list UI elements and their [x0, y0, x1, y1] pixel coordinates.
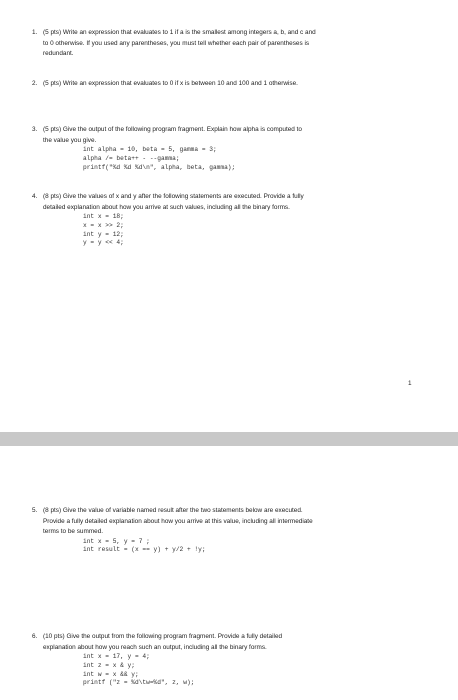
- code-line: int x = 17, y = 4;: [83, 653, 150, 660]
- question-5: [32, 506, 412, 555]
- question-text-line: explanation about how you reach such an output, including all the binary forms.: [43, 643, 267, 651]
- page-separator: [0, 432, 458, 446]
- question-text-line: to 0 otherwise. If you used any parentheses, you must tell whether each pair of parentheses is: [43, 39, 310, 47]
- question-text-line: redundant.: [43, 50, 74, 57]
- question-text-line: (5 pts) Give the output of the following program fragment. Explain how alpha is computed to: [43, 126, 302, 133]
- question-text-line: (8 pts) Give the values of x and y after the following statements are executed. Provide a fully: [43, 193, 304, 200]
- code-line: printf ("z = %d\tw=%d", z, w);: [83, 679, 195, 687]
- question-text-line: (5 pts) Write an expression that evaluates to 0 if x is between 10 and 100 and 1 otherwise.: [43, 80, 298, 87]
- question-number: 3.: [32, 126, 38, 133]
- code-line: int x = 5, y = 7 ;: [83, 537, 150, 545]
- question-4: [32, 192, 412, 248]
- code-line: int x = 18;: [83, 213, 124, 220]
- question-3: [32, 125, 412, 172]
- code-line: y = y << 4;: [83, 239, 124, 247]
- page-number: 1: [408, 380, 412, 387]
- question-text-line: (5 pts) Write an expression that evaluates to 1 if a is the smallest among integers a, b, and c and: [43, 29, 316, 36]
- question-number: 5.: [32, 507, 38, 514]
- question-text-line: detailed explanation about how you arrive at such values, including all the binary forms.: [43, 203, 290, 211]
- code-line: int alpha = 10, beta = 5, gamma = 3;: [83, 146, 217, 153]
- question-text-line: the value you give.: [43, 136, 97, 144]
- code-line: printf("%d %d %d\n", alpha, beta, gamma);: [83, 163, 236, 171]
- question-text-line: Provide a fully detailed explanation about how you arrive at this value, including all intermediate: [43, 517, 313, 525]
- question-text-line: (10 pts) Give the output from the following program fragment. Provide a fully detailed: [43, 633, 283, 640]
- question-2: [32, 79, 412, 90]
- question-number: 2.: [32, 80, 38, 87]
- question-text-line: (8 pts) Give the value of variable named result after the two statements below are executed.: [43, 507, 303, 514]
- question-number: 6.: [32, 633, 38, 640]
- code-line: int z = x & y;: [83, 661, 135, 669]
- code-line: int result = (x == y) + y/2 + !y;: [83, 546, 206, 554]
- question-1: [32, 28, 412, 60]
- code-line: x = x >> 2;: [83, 221, 124, 229]
- code-line: int y = 12;: [83, 230, 124, 238]
- code-line: alpha /= beta++ - --gamma;: [83, 154, 180, 162]
- question-text-line: terms to be summed.: [43, 528, 104, 535]
- question-6: [32, 632, 412, 688]
- page-2: [0, 446, 458, 700]
- question-number: 4.: [32, 193, 38, 200]
- question-number: 1.: [32, 29, 38, 36]
- code-line: int w = x && y;: [83, 670, 139, 678]
